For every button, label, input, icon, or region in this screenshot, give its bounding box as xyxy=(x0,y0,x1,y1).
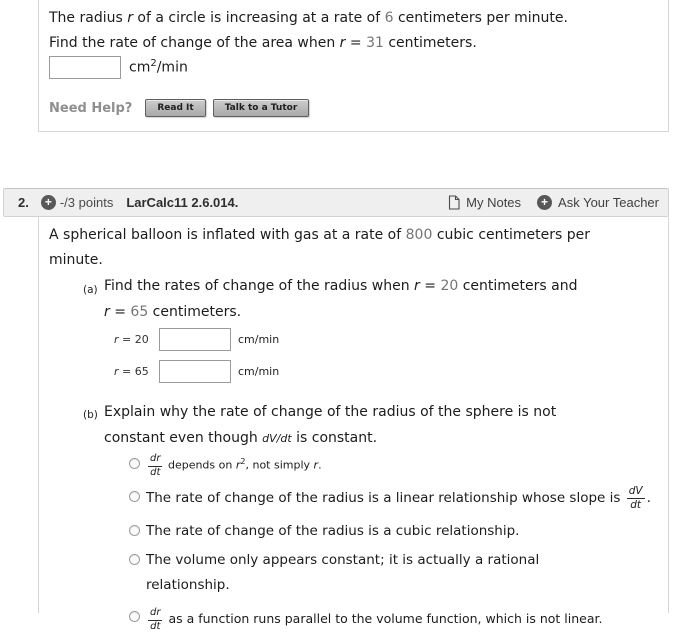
radius-variable: r xyxy=(114,364,119,378)
fraction-denominator: dt xyxy=(150,466,161,478)
option-text: depends on xyxy=(164,458,236,472)
part-b-question xyxy=(104,399,556,452)
option-drdt-depends xyxy=(129,450,676,482)
problem1-answer-row xyxy=(49,55,188,79)
textbook-source: LarCalc11 2.6.014. xyxy=(126,195,239,210)
answer-input-r20[interactable] xyxy=(159,328,231,351)
problem2-statement xyxy=(49,223,590,273)
option-text: The rate of change of the radius is a linear relationship whose slope is xyxy=(146,490,625,507)
radius-value: 31 xyxy=(366,35,384,51)
radius-variable: r xyxy=(235,458,241,472)
option-rational-relationship xyxy=(129,548,676,598)
radio-button[interactable] xyxy=(129,491,140,502)
radio-button[interactable] xyxy=(129,554,140,565)
ask-your-teacher-button[interactable]: Ask Your Teacher xyxy=(558,195,659,210)
statement-text: minute. xyxy=(49,252,103,268)
option-text: . xyxy=(646,490,651,507)
drdt-fraction xyxy=(148,453,162,478)
radio-button[interactable] xyxy=(129,611,140,622)
fraction-denominator: dt xyxy=(630,499,642,512)
option-text: , not simply xyxy=(245,458,314,472)
statement-text: cubic centimeters per xyxy=(432,227,590,243)
part-a-label: (a) xyxy=(83,284,98,296)
rate-value: 6 xyxy=(384,10,394,26)
option-text xyxy=(146,605,602,632)
need-help-row xyxy=(49,99,316,117)
talk-to-tutor-button[interactable]: Talk to a Tutor xyxy=(213,99,310,117)
option-text xyxy=(146,485,651,511)
fraction-numerator: dr xyxy=(148,453,162,467)
problem2-header xyxy=(3,188,669,217)
part-b-label: (b) xyxy=(83,409,98,421)
problem1-card xyxy=(38,0,669,132)
question-text: centimeters and xyxy=(458,278,578,294)
option-text: as a function runs parallel to the volume function, which is not linear. xyxy=(164,611,603,627)
question-text: = xyxy=(419,278,441,294)
answer-input-r65[interactable] xyxy=(159,360,231,383)
header-right-group xyxy=(448,195,659,210)
radius-value: 65 xyxy=(130,304,149,320)
points-label: -/3 points xyxy=(59,195,114,210)
part-b-options xyxy=(129,450,676,632)
drdt-fraction xyxy=(148,607,162,632)
option-linear-relationship xyxy=(129,485,676,511)
row-unit: cm/min xyxy=(238,332,280,346)
dvdt-fraction xyxy=(627,485,645,511)
statement-text: = xyxy=(345,35,367,51)
answer-row-r20 xyxy=(114,327,279,351)
unit-exponent: 2 xyxy=(150,58,157,70)
unit-text: cm xyxy=(129,59,151,76)
option-runs-parallel xyxy=(129,605,676,632)
problem1-answer-input[interactable] xyxy=(49,56,121,79)
row-label-text: = 20 xyxy=(118,332,149,346)
problem1-statement xyxy=(49,6,568,56)
row-label-r65 xyxy=(114,365,159,378)
option-text: . xyxy=(318,458,322,472)
problem2-card xyxy=(38,217,669,632)
radius-variable: r xyxy=(339,35,346,51)
question-text: = xyxy=(109,304,131,320)
radio-button[interactable] xyxy=(129,525,140,536)
statement-text: A spherical balloon is inflated with gas at a rate of xyxy=(49,227,406,243)
radius-variable: r xyxy=(414,278,420,294)
question-number: 2. xyxy=(18,195,29,210)
row-unit: cm/min xyxy=(238,364,280,378)
statement-text: Find the rate of change of the area when xyxy=(49,35,340,51)
question-text: centimeters. xyxy=(148,304,242,320)
unit-text: /min xyxy=(156,59,188,76)
question-text: constant even though xyxy=(104,430,263,446)
read-it-button[interactable]: Read It xyxy=(145,99,205,117)
option-text: The rate of change of the radius is a cubic relationship. xyxy=(146,523,520,540)
exponent: 2 xyxy=(240,456,246,466)
ask-teacher-icon[interactable]: + xyxy=(537,195,552,210)
dvdt-expression: dV/dt xyxy=(262,432,292,445)
question-text: Find the rates of change of the radius when xyxy=(104,278,415,294)
statement-text: centimeters. xyxy=(383,35,477,51)
question-text: Explain why the rate of change of the radius of the sphere is not xyxy=(104,404,557,420)
option-text xyxy=(146,450,322,478)
radius-variable: r xyxy=(127,10,133,26)
statement-text: The radius xyxy=(49,10,128,26)
option-text: relationship. xyxy=(146,577,230,594)
fraction-numerator: dr xyxy=(148,607,162,621)
rate-value: 800 xyxy=(405,227,433,243)
fraction-denominator: dt xyxy=(150,620,161,632)
part-a-question xyxy=(104,273,577,325)
radius-variable: r xyxy=(104,304,110,320)
question-text: is constant. xyxy=(291,430,378,446)
row-label-r20 xyxy=(114,333,159,346)
option-text xyxy=(146,548,539,598)
need-help-label: Need Help? xyxy=(49,100,133,116)
radius-variable: r xyxy=(313,458,319,472)
radius-variable: r xyxy=(114,332,119,346)
option-cubic-relationship xyxy=(129,521,676,541)
answer-unit xyxy=(129,58,188,76)
radio-button[interactable] xyxy=(129,458,140,469)
option-text: The volume only appears constant; it is actually a rational xyxy=(146,552,540,569)
row-label-text: = 65 xyxy=(118,364,149,378)
my-notes-icon xyxy=(448,195,460,210)
answer-row-r65 xyxy=(114,359,279,383)
fraction-numerator: dV xyxy=(627,485,645,499)
my-notes-button[interactable]: My Notes xyxy=(466,195,522,210)
statement-text: of a circle is increasing at a rate of xyxy=(132,10,385,26)
statement-text: centimeters per minute. xyxy=(393,10,568,26)
radius-value: 20 xyxy=(440,278,459,294)
expand-points-icon[interactable]: + xyxy=(41,195,56,210)
